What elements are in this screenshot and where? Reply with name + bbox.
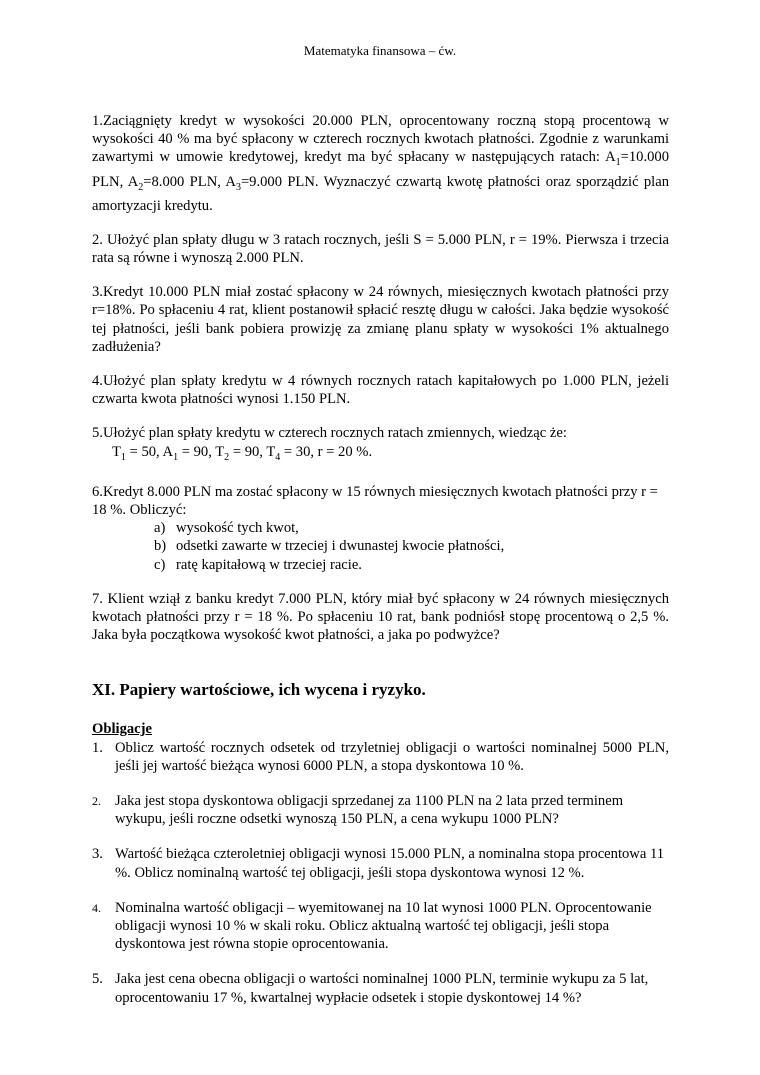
page-header: Matematyka finansowa – ćw.	[303, 43, 457, 58]
list-item: b) odsetki zawarte w trzeciej i dwunastej kwocie płatności,	[154, 538, 505, 555]
list-item: c) ratę kapitałową w trzeciej racie.	[154, 556, 362, 573]
problem-6: 6.Kredyt 8.000 PLN ma zostać spłacony w 15 równych miesięcznych kwotach płatności przy r = 18 %. Obliczyć:	[92, 483, 658, 518]
problem-2: 2. Ułożyć plan spłaty długu w 3 ratach rocznych, jeśli S = 5.000 PLN, r = 19%. Pierwsza i trzecia rata są równe i wynoszą 2.000 PLN.	[92, 231, 669, 267]
list-item: 4. Nominalna wartość obligacji – wyemitowanej na 10 lat wynosi 1000 PLN. Oprocentowanie obligacji wynosi 10 % w skali roku. Oblicz aktualną wartość tej obligacji, jeśli stopa dyskontowa jest równa stopie oprocentowania.	[92, 899, 652, 953]
problem-7: 7. Klient wziął z banku kredyt 7.000 PLN, który miał być spłacony w 24 równych miesięcznych kwotach płatności przy r = 18 %. Po spłaceniu 10 rat, bank podniósł stopę procentową o 2,5 %. Jaka była początkowa wysokość kwot płatności, a jaka po podwyżce?	[92, 590, 669, 644]
problem-1: 1.Zaciągnięty kredyt w wysokości 20.000 PLN, oprocentowany roczną stopą procentową w wysokości 40 % ma być spłacony w czterech rocznych kwotach płatności. Zgodnie z warunkami zawartymi w umowie kredytowej, kredyt ma być spłacany w następujących ratach: $A_1=10.000$ PLN, $A_2=8.000$ PLN, $A_3=9.000$ PLN. Wyznaczyć czwartą kwotę płatności oraz sporządzić plan amortyzacji kredytu.	[92, 113, 669, 214]
list-item: 3. Wartość bieżąca czteroletniej obligacji wynosi 15.000 PLN, a nominalna stopa procentowa 11 %. Oblicz nominalną wartość tej obligacji, jeśli stopa dyskontowa wynosi 12 %.	[92, 846, 665, 881]
list-item: 2. Jaka jest stopa dyskontowa obligacji sprzedanej za 1100 PLN na 2 lata przed terminem wykupu, jeśli roczne odsetki wynoszą 150 PLN, a cena wykupu 1000 PLN?	[92, 793, 624, 828]
list-item: 1. Oblicz wartość rocznych odsetek od trzyletniej obligacji o wartości nominalnej 5000 PLN, jeśli jej wartość bieżąca wynosi 6000 PLN, a stopa dyskontowa 10 %.	[92, 739, 669, 774]
problem-4: 4.Ułożyć plan spłaty kredytu w 4 równych rocznych ratach kapitałowych po 1.000 PLN, jeżeli czwarta kwota płatności wynosi 1.150 PLN.	[92, 373, 669, 408]
list-item: 5. Jaka jest cena obecna obligacji o wartości nominalnej 1000 PLN, terminie wykupu za 5 lat, oprocentowaniu 17 %, kwartalnej wypłacie odsetek i stopie dyskontowej 14 %?	[92, 971, 649, 1006]
problem-5: 5.Ułożyć plan spłaty kredytu w czterech rocznych ratach zmiennych, wiedząc że:	[92, 425, 567, 442]
bond-questions	[92, 739, 669, 1007]
section-title: XI. Papiery wartościowe, ich wycena i ryzyko.	[92, 680, 426, 700]
problem-6-sublist	[92, 519, 669, 574]
document-body	[92, 112, 669, 1024]
problem-5-params: $T_1 = 50$, $A_1 = 90$, $T_2 = 90$, $T_4 = 30$, r = 20 %.	[112, 443, 373, 463]
subsection-title: Obligacje	[92, 721, 152, 738]
problem-3: 3.Kredyt 10.000 PLN miał zostać spłacony w 24 równych, miesięcznych kwotach płatności przy r=18%. Po spłaceniu 4 rat, klient postanowił spłacić resztę długu w całości. Jaka będzie wysokość tej płatności, jeśli bank pobiera prowizję za zmianę planu spłaty w wysokości 1% aktualnego zadłużenia?	[92, 284, 669, 355]
list-item: a) wysokość tych kwot,	[154, 520, 299, 537]
